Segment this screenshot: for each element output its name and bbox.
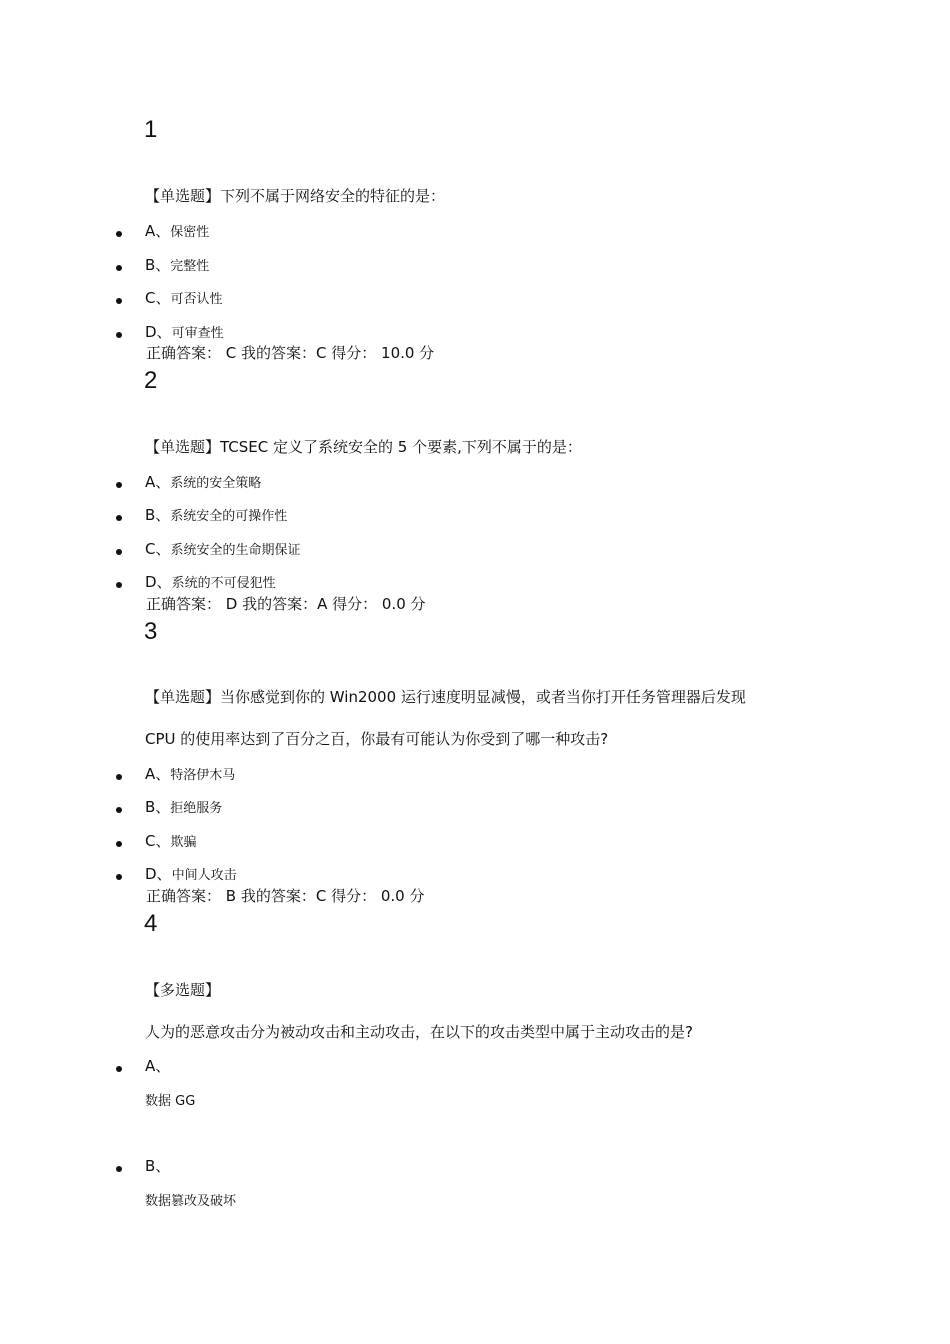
bullet-icon xyxy=(116,265,122,271)
option-b: B、系统安全的可操作性 xyxy=(145,506,288,524)
option-d: D、系统的不可侵犯性 xyxy=(145,573,276,591)
option-c: C、可否认性 xyxy=(145,289,223,307)
question-type: 【单选题】 xyxy=(145,187,221,205)
question-text-continued: CPU 的使用率达到了百分之百，你最有可能认为你受到了哪一种攻击? xyxy=(145,730,609,748)
answer-line: 正确答案： D 我的答案：A 得分： 0.0 分 xyxy=(146,595,426,613)
option-b-text: 数据篡改及破坏 xyxy=(145,1194,237,1209)
bullet-icon xyxy=(116,482,122,488)
option-b: B、完整性 xyxy=(145,256,210,274)
question-type: 【多选题】 xyxy=(145,981,221,999)
bullet-icon xyxy=(116,582,122,588)
question-number: 2 xyxy=(144,367,158,394)
question-type: 【单选题】 xyxy=(145,688,221,706)
bullet-icon xyxy=(116,841,122,847)
option-b: B、拒绝服务 xyxy=(145,798,223,816)
question-stem xyxy=(145,186,445,206)
bullet-icon xyxy=(116,549,122,555)
option-a: A、系统的安全策略 xyxy=(145,473,262,491)
question-stem xyxy=(145,437,582,457)
option-d: D、可审查性 xyxy=(145,323,224,341)
answer-line: 正确答案： B 我的答案：C 得分： 0.0 分 xyxy=(146,887,425,905)
option-c: C、欺骗 xyxy=(145,832,197,850)
answer-line: 正确答案： C 我的答案：C 得分： 10.0 分 xyxy=(146,344,435,362)
option-c: C、系统安全的生命期保证 xyxy=(145,540,301,558)
question-number: 3 xyxy=(144,618,158,645)
question-text: TCSEC 定义了系统安全的 5 个要素,下列不属于的是： xyxy=(220,438,582,456)
question-number: 1 xyxy=(144,116,158,143)
bullet-icon xyxy=(116,231,122,237)
option-a-label: A、 xyxy=(145,1057,171,1075)
bullet-icon xyxy=(116,1066,122,1072)
bullet-icon xyxy=(116,874,122,880)
question-text: 当你感觉到你的 Win2000 运行速度明显减慢，或者当你打开任务管理器后发现 xyxy=(220,688,746,706)
option-b-label: B、 xyxy=(145,1157,171,1175)
question-type: 【单选题】 xyxy=(145,438,221,456)
bullet-icon xyxy=(116,774,122,780)
question-stem xyxy=(145,687,746,707)
option-a-text: 数据 GG xyxy=(145,1094,196,1109)
bullet-icon xyxy=(116,1166,122,1172)
question-text: 下列不属于网络安全的特征的是： xyxy=(220,187,446,205)
bullet-icon xyxy=(116,807,122,813)
option-d: D、中间人攻击 xyxy=(145,865,237,883)
bullet-icon xyxy=(116,332,122,338)
question-text: 人为的恶意攻击分为被动攻击和主动攻击，在以下的攻击类型中属于主动攻击的是? xyxy=(145,1023,693,1041)
option-a: A、保密性 xyxy=(145,222,210,240)
question-number: 4 xyxy=(144,910,158,937)
bullet-icon xyxy=(116,515,122,521)
bullet-icon xyxy=(116,298,122,304)
option-a: A、特洛伊木马 xyxy=(145,765,236,783)
